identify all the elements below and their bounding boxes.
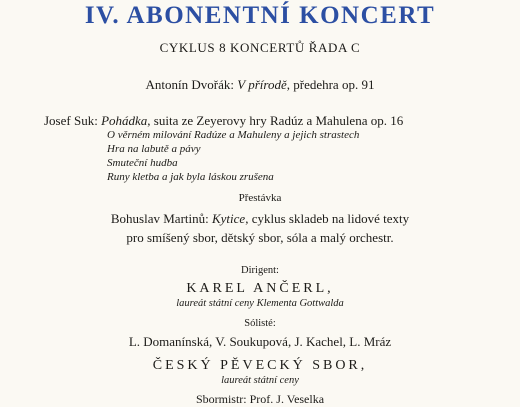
choir-award: laureát státní ceny [221,375,299,386]
composer-name: Bohuslav Martinů: [110,211,209,226]
work-description: , předehra op. 91 [286,77,375,92]
composer-name: Josef Suk: [44,113,98,128]
choir-name: ČESKÝ PĚVECKÝ SBOR, [152,358,368,373]
work-description: , suita ze Zeyerovy hry Radúz a Mahulena op. 16 [147,113,404,128]
work-description: , cyklus skladeb na lidové texty [245,211,410,226]
work-title: Pohádka [101,113,148,128]
concert-title: IV. ABONENTNÍ KONCERT [84,2,436,29]
movement-item: Runy kletba a jak byla láskou zrušena [107,171,274,183]
conductor-label: Dirigent: [241,265,279,276]
movement-item: Hra na labutě a pávy [107,143,201,155]
conductor-award: laureát státní ceny Klementa Gottwalda [176,298,344,309]
movement-item: O věrném milování Radúze a Mahuleny a jejich strastech [107,129,360,141]
concert-subtitle: CYKLUS 8 KONCERTŮ ŘADA C [159,40,361,55]
soloists-label: Sólisté: [244,318,276,329]
soloists-names: L. Domanínská, V. Soukupová, J. Kachel, L. Mráz [128,334,392,349]
work-description-line2: pro smíšený sbor, dětský sbor, sóla a malý orchestr. [126,230,394,245]
conductor-name: KAREL ANČERL, [186,281,334,296]
composer-name: Antonín Dvořák: [145,77,234,92]
program-item-dvorak [0,77,520,93]
program-item-martinu [0,211,520,227]
intermission-label: Přestávka [238,192,282,204]
movement-item: Smuteční hudba [107,157,178,169]
work-title: V přírodě [237,77,287,92]
work-title: Kytice [211,211,246,226]
program-item-suk [44,113,403,129]
choirmaster: Sbormistr: Prof. J. Veselka [195,392,325,406]
